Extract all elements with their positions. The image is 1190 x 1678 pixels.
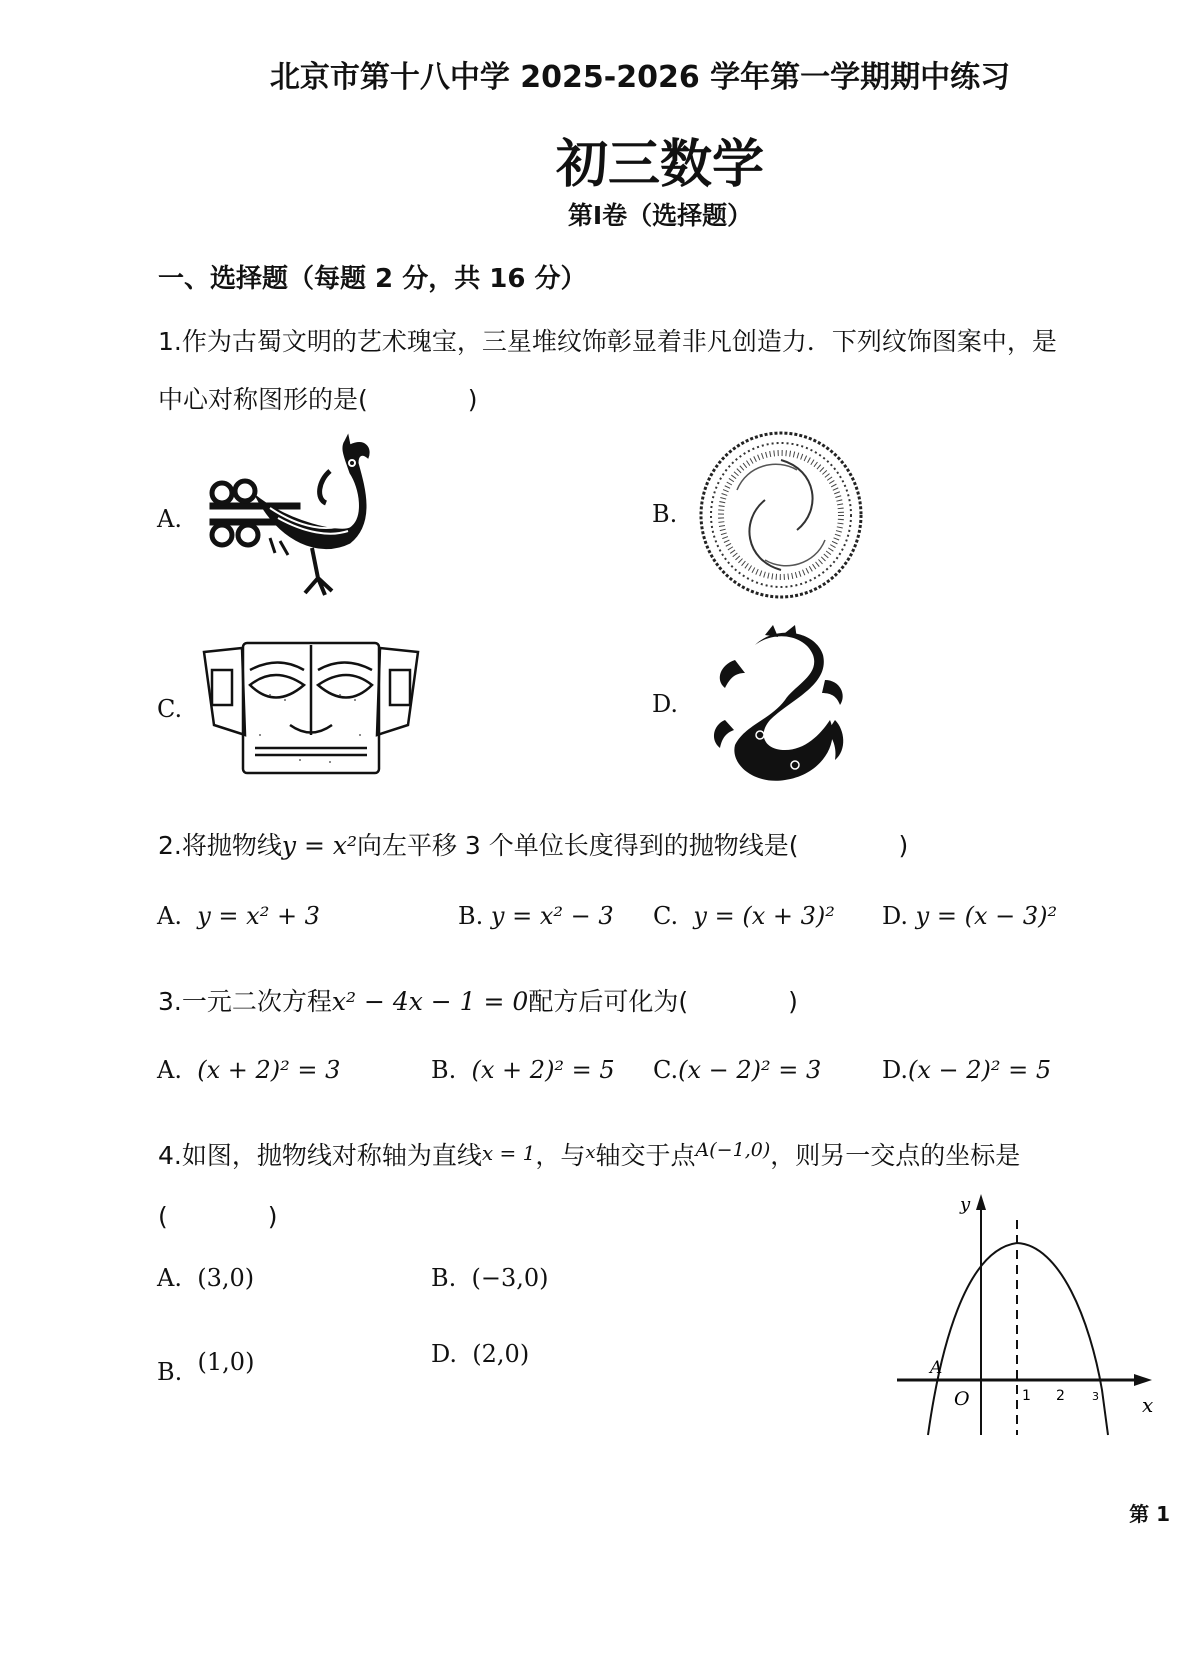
- option-label: D.: [431, 1340, 458, 1368]
- question-text: 如图，抛物线对称轴为直线: [181, 1141, 482, 1170]
- question-number: 1.: [158, 327, 182, 356]
- option-label: A.: [157, 1264, 182, 1292]
- option-d[interactable]: [431, 1340, 529, 1368]
- math-expression: x = 1: [481, 1141, 536, 1165]
- math-expression: x: [585, 1142, 596, 1163]
- origin-label: O: [954, 1388, 970, 1410]
- question-text: ，与: [535, 1141, 586, 1170]
- option-value: (1,0): [197, 1348, 255, 1376]
- question-2-text: [158, 826, 908, 862]
- option-label: A.: [157, 902, 182, 930]
- question-text: 轴交于点: [595, 1141, 696, 1170]
- parabola-graph: [890, 1190, 1160, 1440]
- question-text: 向左平移 3 个单位长度得到的抛物线是( ): [356, 831, 909, 860]
- option-d[interactable]: [882, 902, 1057, 930]
- option-label: B.: [157, 1358, 183, 1386]
- option-c[interactable]: [653, 1056, 821, 1084]
- option-label: C.: [653, 1056, 679, 1084]
- option-c[interactable]: [157, 1348, 254, 1386]
- question-text: 作为古蜀文明的艺术瑰宝，三星堆纹饰彰显着非凡创造力．下列纹饰图案中，是: [181, 327, 1057, 356]
- option-value: (2,0): [472, 1340, 530, 1368]
- answer-blank: ( ): [158, 1202, 278, 1231]
- question-text: 将抛物线: [181, 831, 282, 860]
- option-value: y = x² + 3: [197, 902, 320, 930]
- question-text: 一元二次方程: [181, 987, 332, 1016]
- option-value: (−3,0): [471, 1264, 549, 1292]
- option-value: (x + 2)² = 3: [197, 1056, 341, 1084]
- bird-ornament-icon: [200, 433, 390, 603]
- option-d[interactable]: [882, 1056, 1051, 1084]
- question-text: 配方后可化为( ): [528, 987, 798, 1016]
- option-a[interactable]: [157, 902, 320, 930]
- option-value: (3,0): [197, 1264, 255, 1292]
- question-1-line-2: 中心对称图形的是( ): [158, 385, 478, 414]
- question-number: 4.: [158, 1141, 182, 1170]
- question-number: 3.: [158, 987, 182, 1016]
- option-label: B.: [431, 1264, 457, 1292]
- option-label: B.: [458, 902, 484, 930]
- option-label: D.: [652, 690, 679, 718]
- option-a[interactable]: [157, 1056, 340, 1084]
- option-label: C.: [653, 902, 679, 930]
- option-value: (x + 2)² = 5: [471, 1056, 615, 1084]
- option-value: (x − 2)² = 3: [678, 1056, 822, 1084]
- x-axis-label: x: [1142, 1393, 1154, 1417]
- option-label: A.: [157, 1056, 182, 1084]
- option-value: y = (x + 3)²: [693, 902, 835, 930]
- tick-label: 3: [1092, 1390, 1099, 1403]
- tick-label: 2: [1056, 1388, 1065, 1404]
- question-number: 2.: [158, 831, 182, 860]
- option-label: D.: [882, 1056, 909, 1084]
- y-axis-label: y: [960, 1194, 971, 1215]
- circular-disk-ornament-icon: [697, 430, 865, 600]
- option-value: y = x² − 3: [490, 902, 614, 930]
- point-a-label: A: [930, 1358, 943, 1378]
- option-c[interactable]: [653, 902, 835, 930]
- option-label: D.: [882, 902, 909, 930]
- option-label: C.: [157, 695, 183, 723]
- math-expression: A(−1,0): [695, 1139, 771, 1161]
- coiled-dragon-icon: [695, 625, 860, 790]
- section-title: 一、选择题（每题 2 分，共 16 分）: [158, 264, 587, 294]
- option-value: (x − 2)² = 5: [908, 1056, 1052, 1084]
- page-number: 第 1: [1129, 1502, 1170, 1526]
- option-value: y = (x − 3)²: [915, 902, 1058, 930]
- exam-subject-title: 初三数学: [555, 135, 764, 195]
- question-1-line-1: [158, 322, 1057, 358]
- question-3-text: [158, 982, 798, 1018]
- question-text: ，则另一交点的坐标是: [770, 1141, 1021, 1170]
- option-label: B.: [431, 1056, 457, 1084]
- option-b[interactable]: [431, 1264, 549, 1292]
- option-label: B.: [652, 500, 678, 528]
- exam-school-title: 北京市第十八中学 2025-2026 学年第一学期期中练习: [269, 60, 1011, 95]
- math-expression: y = x²: [281, 831, 357, 860]
- option-label: A.: [157, 505, 182, 533]
- question-4-text: [158, 1136, 1020, 1172]
- math-expression: x² − 4x − 1 = 0: [331, 987, 529, 1016]
- option-b[interactable]: [431, 1056, 615, 1084]
- option-a[interactable]: [157, 1264, 254, 1292]
- exam-volume-title: 第Ⅰ卷（选择题）: [567, 201, 753, 230]
- bronze-mask-icon: [200, 640, 422, 776]
- tick-label: 1: [1022, 1388, 1031, 1404]
- option-b[interactable]: [458, 902, 614, 930]
